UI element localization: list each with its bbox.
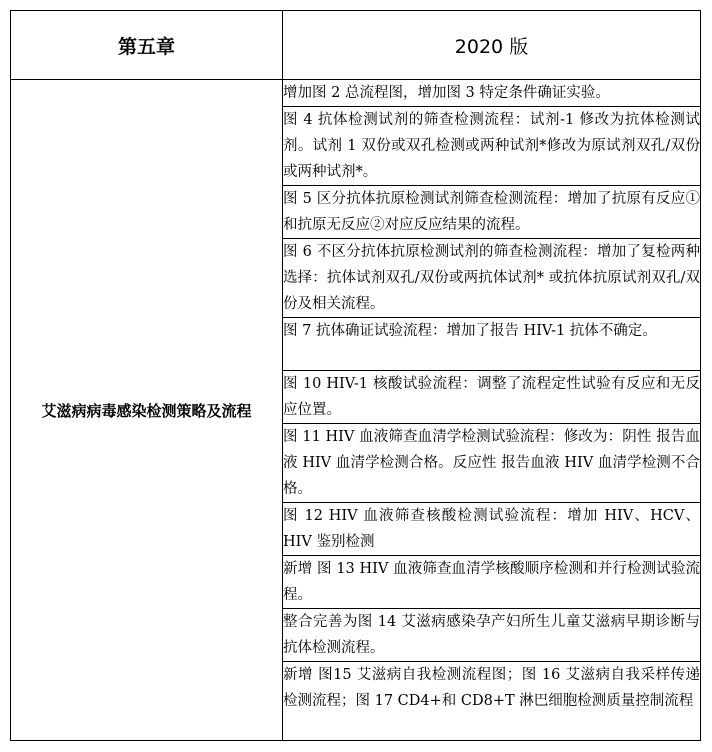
chapter-header: 第五章 <box>11 11 283 80</box>
revision-table <box>10 10 701 741</box>
change-item-9: 新增 图 13 HIV 血液筛查血清学核酸顺序检测和并行检测试验流程。 <box>283 556 701 609</box>
change-item-11: 新增 图15 艾滋病自我检测流程图；图 16 艾滋病自我采样传递检测流程；图 17 CD4+和 CD8+T 淋巴细胞检测质量控制流程 <box>283 662 701 741</box>
change-item-8: 图 12 HIV 血液筛查核酸检测试验流程：增加 HIV、HCV、HIV 鉴别检测 <box>283 503 701 556</box>
change-item-10: 整合完善为图 14 艾滋病感染孕产妇所生儿童艾滋病早期诊断与抗体检测流程。 <box>283 609 701 662</box>
table-row <box>11 80 701 107</box>
change-item-5: 图 7 抗体确证试验流程：增加了报告 HIV-1 抗体不确定。 <box>283 318 701 371</box>
change-item-1: 增加图 2 总流程图，增加图 3 特定条件确证实验。 <box>283 80 701 107</box>
change-item-6: 图 10 HIV-1 核酸试验流程：调整了流程定性试验有反应和无反应位置。 <box>283 371 701 424</box>
change-item-4: 图 6 不区分抗体抗原检测试剂的筛查检测流程：增加了复检两种选择：抗体试剂双孔/双份或两抗体试剂* 或抗体抗原试剂双孔/双份及相关流程。 <box>283 239 701 318</box>
section-title: 艾滋病病毒感染检测策略及流程 <box>11 80 283 741</box>
change-item-2: 图 4 抗体检测试剂的筛查检测流程：试剂-1 修改为抗体检测试剂。试剂 1 双份或双孔检测或两种试剂*修改为原试剂双孔/双份或两种试剂*。 <box>283 107 701 186</box>
version-header: 2020 版 <box>283 11 701 80</box>
change-item-3: 图 5 区分抗体抗原检测试剂筛查检测流程：增加了抗原有反应①和抗原无反应②对应反应结果的流程。 <box>283 186 701 239</box>
header-row <box>11 11 701 80</box>
change-item-7: 图 11 HIV 血液筛查血清学检测试验流程：修改为：阴性 报告血液 HIV 血清学检测合格。反应性 报告血液 HIV 血清学检测不合格。 <box>283 424 701 503</box>
